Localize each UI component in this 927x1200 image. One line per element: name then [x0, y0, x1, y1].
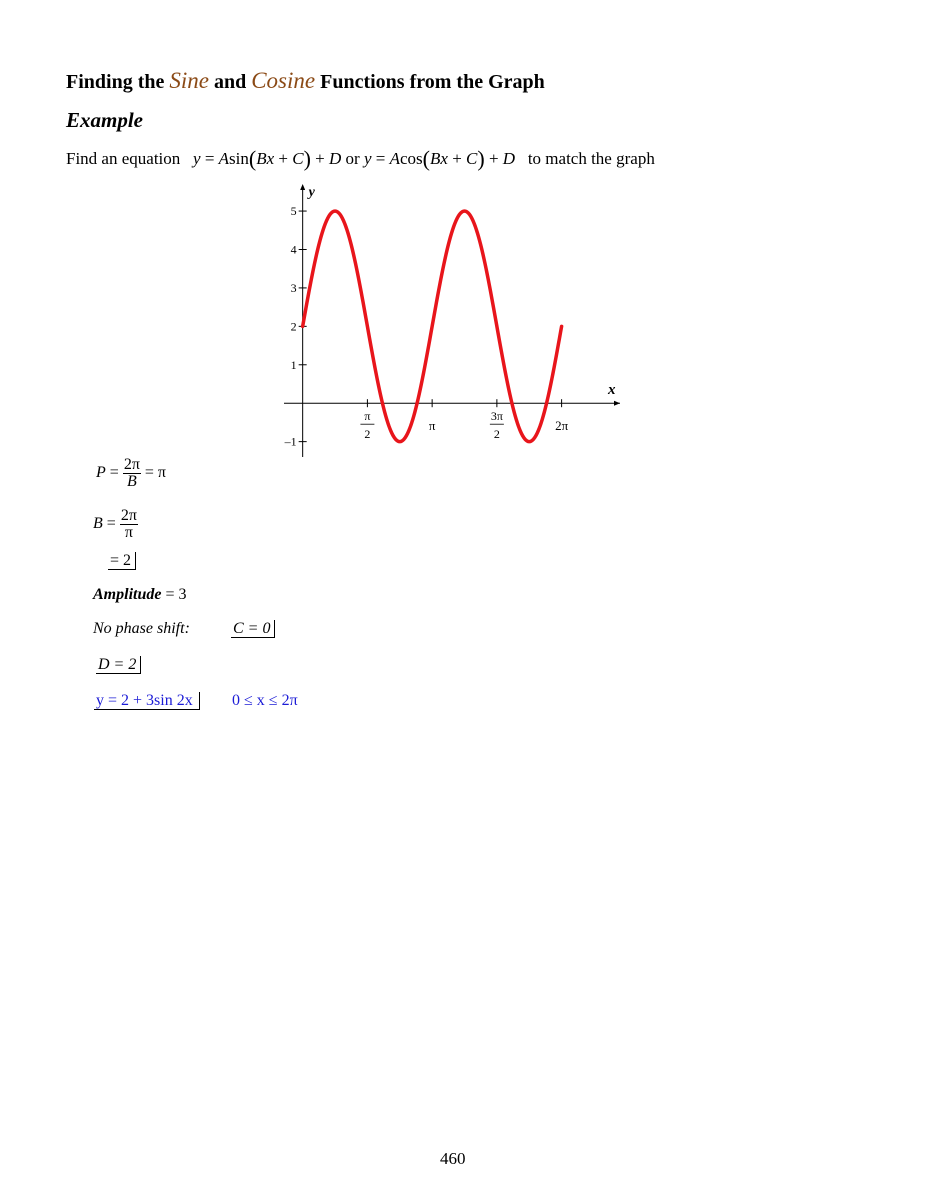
vertical-shift-line	[96, 656, 141, 674]
period-formula: P = $\frac{2\pi}{B}$ = π	[96, 456, 166, 490]
b-denominator: π	[124, 524, 133, 541]
y-tick-label: 2	[290, 319, 297, 334]
b-fraction	[120, 508, 138, 541]
b-formula: B = $\frac{2\pi}{\pi}$	[93, 507, 137, 541]
phase-result-box	[231, 620, 275, 638]
y-axis-label: y	[308, 185, 315, 200]
equation-cosine-form: y = Acos(Bx + C) + D	[363, 146, 516, 171]
b-result-line	[108, 552, 136, 570]
prompt-connector: or	[345, 149, 360, 168]
period-result: π	[157, 464, 166, 482]
title-part-3: Functions from the Graph	[320, 71, 545, 93]
y-tick-label: 4	[290, 242, 297, 257]
y-axis-arrow	[300, 184, 305, 190]
amplitude-value: = 3	[165, 586, 187, 603]
x-axis-label: x	[608, 382, 616, 399]
equation-sine-form: y = Asin(Bx + C) + D	[193, 146, 342, 171]
y-tick-label: –1	[284, 434, 297, 449]
phase-result-line	[231, 620, 275, 638]
x-tick-label: π	[428, 418, 436, 434]
page-title	[66, 68, 545, 94]
period-denominator: B	[126, 473, 137, 490]
amplitude-label: Amplitude	[93, 586, 162, 603]
x-axis-arrow	[614, 401, 620, 406]
period-numerator: 2π	[123, 456, 140, 473]
y-tick-label: 3	[290, 280, 297, 295]
x-tick-label-denominator: 2	[493, 427, 500, 442]
phase-line: No phase shift:	[93, 620, 190, 637]
problem-statement	[66, 146, 655, 172]
title-part-1: Finding the	[66, 71, 165, 93]
b-result-box: = 2	[108, 552, 136, 570]
period-lhs: P	[96, 464, 106, 482]
example-heading: Example	[66, 108, 143, 132]
x-tick-label-denominator: 2	[364, 427, 371, 442]
sine-graph	[270, 180, 630, 465]
page-number: 460	[440, 1149, 466, 1168]
phase-result: C = 0	[233, 620, 271, 637]
x-tick-label-numerator: π	[364, 409, 371, 424]
phase-label: No phase shift	[93, 620, 185, 637]
vertical-shift-result: D = 2	[98, 656, 137, 673]
b-result: 2	[123, 552, 132, 569]
y-tick-label: 5	[290, 204, 297, 219]
prompt-lead: Find an equation	[66, 149, 181, 168]
y-tick-label: 1	[290, 357, 297, 372]
answer-box	[94, 692, 200, 710]
x-tick-label: 2π	[555, 418, 569, 434]
prompt-trail: to match the graph	[527, 149, 655, 168]
title-part-2: and	[213, 71, 247, 93]
answer-line	[94, 692, 200, 710]
x-tick-label-numerator: 3π	[490, 409, 503, 424]
title-sine: Sine	[169, 68, 209, 93]
answer-domain: 0 ≤ x ≤ 2π	[232, 692, 298, 709]
title-cosine: Cosine	[251, 68, 316, 93]
answer-equation: y = 2 + 3sin 2x	[96, 692, 193, 709]
b-numerator: 2π	[120, 507, 137, 524]
b-lhs: B	[93, 515, 103, 533]
vertical-shift-box	[96, 656, 141, 674]
period-fraction	[123, 457, 141, 490]
amplitude-line	[93, 586, 186, 604]
